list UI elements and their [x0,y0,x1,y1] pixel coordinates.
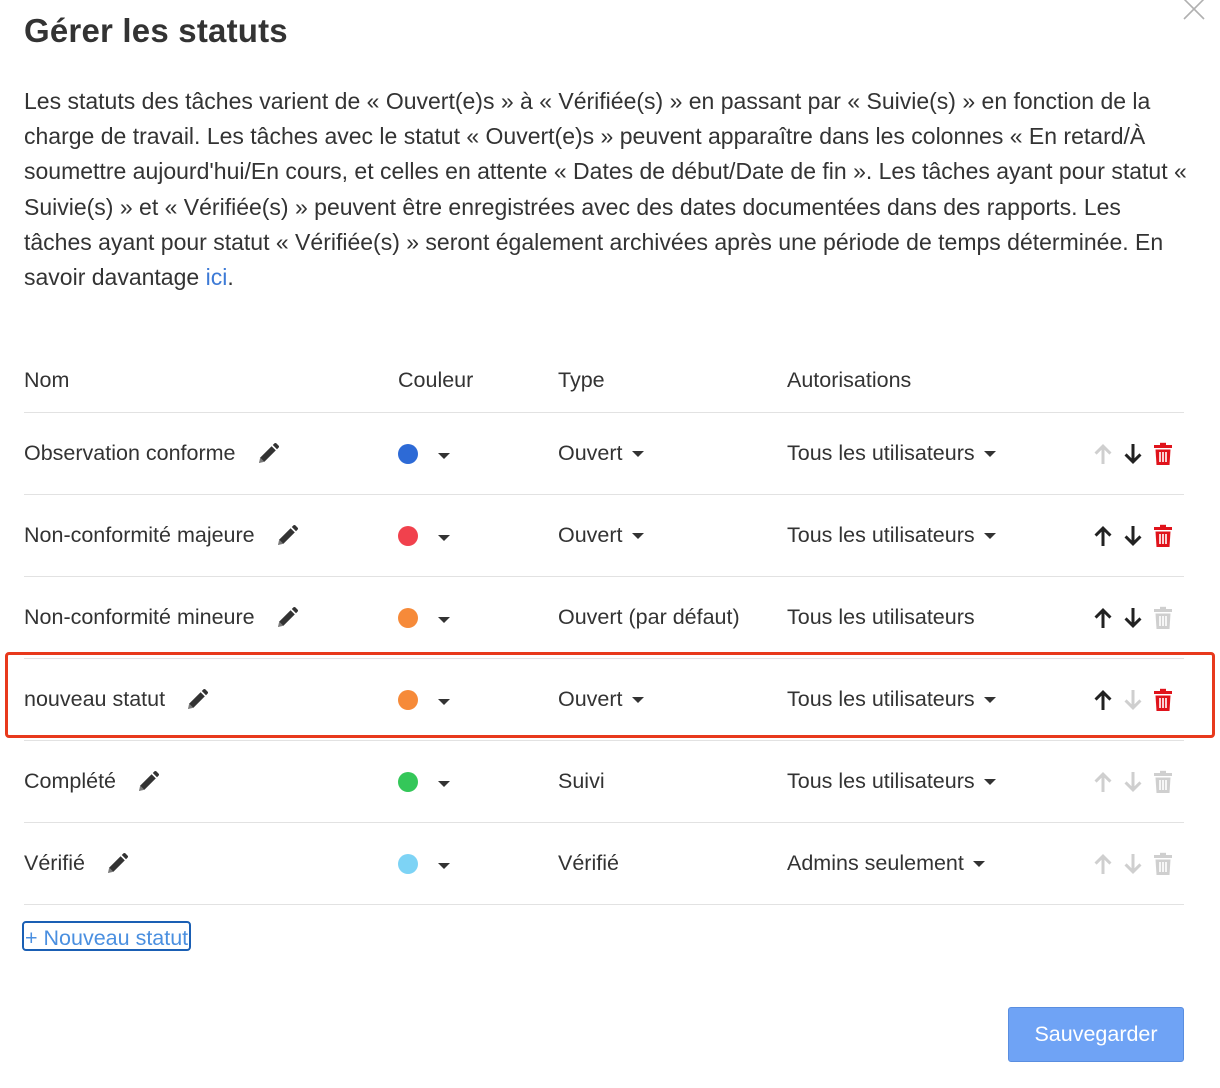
chevron-down-icon[interactable] [984,451,996,457]
color-swatch[interactable] [398,444,418,464]
status-name: Non-conformité majeure [24,523,255,547]
type-value: Ouvert (par défaut) [558,605,740,629]
chevron-down-icon[interactable] [984,779,996,785]
type-select[interactable] [558,687,644,712]
type-select[interactable] [558,441,644,466]
permission-select [787,605,975,630]
color-swatch[interactable] [398,526,418,546]
status-name-cell [24,741,160,822]
move-down-arrow-icon [1118,852,1148,876]
move-down-arrow-icon[interactable] [1118,442,1148,466]
type-value: Ouvert [558,523,623,547]
row-actions [1088,823,1178,904]
move-up-arrow-icon[interactable] [1088,688,1118,712]
chevron-down-icon[interactable] [984,533,996,539]
permission-value: Tous les utilisateurs [787,769,975,793]
header-color: Couleur [398,368,474,392]
permission-select[interactable] [787,687,996,712]
type-select[interactable] [558,523,644,548]
permission-value: Tous les utilisateurs [787,441,975,465]
chevron-down-icon[interactable] [438,781,450,787]
status-name-cell [24,659,209,740]
table-row [24,495,1184,577]
edit-pencil-icon[interactable] [105,852,129,876]
trash-icon[interactable] [1148,442,1178,466]
description-text: Les statuts des tâches varient de « Ouvert(e)s » à « Vérifiée(s) » en passant par « Suivie(s) » en fonction de la charge de travail. Les tâches avec le statut « Ouvert(e)s » peuvent apparaître dans les colonnes « En retard/À soumettre aujourd'hui/En cours, et celles en attente « Dates de début/Date de fin ». Les tâches ayant pour statut « Suivie(s) » et « Vérifiée(s) » peuvent être enregistrées avec des dates documentées dans des rapports. Les tâches ayant pour statut « Vérifiée(s) » seront également archivées après une période de temps déterminée. En savoir davantage [24,88,1187,291]
chevron-down-icon[interactable] [438,535,450,541]
type-value: Suivi [558,769,605,793]
trash-icon[interactable] [1148,524,1178,548]
trash-icon [1148,852,1178,876]
permission-select[interactable] [787,523,996,548]
chevron-down-icon[interactable] [438,617,450,623]
dialog-title: Gérer les statuts [24,12,288,49]
permission-cell[interactable] [787,495,996,576]
table-row [24,413,1184,495]
row-actions [1088,577,1178,658]
type-select [558,769,605,794]
type-value: Vérifié [558,851,619,875]
color-picker[interactable] [398,495,450,576]
chevron-down-icon[interactable] [973,861,985,867]
color-picker[interactable] [398,413,450,494]
table-row [24,577,1184,659]
permission-value: Tous les utilisateurs [787,605,975,629]
row-actions [1088,659,1178,740]
permission-value: Tous les utilisateurs [787,523,975,547]
permission-cell[interactable] [787,659,996,740]
row-actions [1088,495,1178,576]
type-value: Ouvert [558,687,623,711]
chevron-down-icon[interactable] [632,451,644,457]
permission-select[interactable] [787,851,985,876]
permission-select[interactable] [787,769,996,794]
type-value: Ouvert [558,441,623,465]
color-picker[interactable] [398,659,450,740]
status-name-cell [24,495,299,576]
permission-value: Tous les utilisateurs [787,687,975,711]
table-row [24,823,1184,905]
description-suffix: . [227,264,234,291]
edit-pencil-icon[interactable] [256,442,280,466]
permission-cell[interactable] [787,413,996,494]
type-cell [558,741,605,822]
edit-pencil-icon[interactable] [275,524,299,548]
type-cell [558,823,619,904]
table-row [24,741,1184,823]
status-name-cell [24,577,299,658]
type-select [558,605,740,630]
move-up-arrow-icon[interactable] [1088,524,1118,548]
chevron-down-icon[interactable] [632,697,644,703]
type-select [558,851,619,876]
color-swatch[interactable] [398,608,418,628]
status-name: Complété [24,769,117,793]
table-body [24,413,1184,905]
move-down-arrow-icon[interactable] [1118,524,1148,548]
header-name: Nom [24,368,70,392]
move-up-arrow-icon [1088,442,1118,466]
move-down-arrow-icon [1118,770,1148,794]
color-picker[interactable] [398,577,450,658]
move-down-arrow-icon [1118,688,1148,712]
color-swatch[interactable] [398,772,418,792]
chevron-down-icon[interactable] [438,863,450,869]
status-name-cell [24,823,129,904]
status-name-cell [24,413,280,494]
status-table [24,350,1184,905]
move-up-arrow-icon[interactable] [1088,606,1118,630]
learn-more-link[interactable]: ici [205,264,228,291]
type-cell [558,577,740,658]
chevron-down-icon[interactable] [632,533,644,539]
status-name: Vérifié [24,851,85,875]
color-swatch[interactable] [398,690,418,710]
status-name: nouveau statut [24,687,166,711]
color-swatch[interactable] [398,854,418,874]
chevron-down-icon[interactable] [984,697,996,703]
chevron-down-icon[interactable] [438,699,450,705]
permission-select[interactable] [787,441,996,466]
type-cell[interactable] [558,495,644,576]
permission-value: Admins seulement [787,851,964,875]
status-name: Non-conformité mineure [24,605,255,629]
move-down-arrow-icon[interactable] [1118,606,1148,630]
move-up-arrow-icon [1088,770,1118,794]
header-type: Type [558,368,605,392]
trash-icon[interactable] [1148,688,1178,712]
header-permissions: Autorisations [787,368,912,392]
chevron-down-icon[interactable] [438,453,450,459]
type-cell[interactable] [558,659,644,740]
close-icon[interactable] [1176,0,1212,24]
permission-cell[interactable] [787,823,985,904]
edit-pencil-icon[interactable] [185,688,209,712]
edit-pencil-icon[interactable] [275,606,299,630]
row-actions [1088,413,1178,494]
trash-icon [1148,606,1178,630]
table-header [24,350,1184,413]
type-cell[interactable] [558,413,644,494]
status-name: Observation conforme [24,441,236,465]
permission-cell[interactable] [787,741,996,822]
new-status-button[interactable]: + Nouveau statut [22,921,191,951]
permission-cell [787,577,975,658]
dialog-description [24,84,1194,295]
edit-pencil-icon[interactable] [136,770,160,794]
save-button[interactable]: Sauvegarder [1008,1007,1184,1062]
trash-icon [1148,770,1178,794]
row-actions [1088,741,1178,822]
color-picker[interactable] [398,741,450,822]
color-picker[interactable] [398,823,450,904]
table-row [24,659,1184,741]
move-up-arrow-icon [1088,852,1118,876]
